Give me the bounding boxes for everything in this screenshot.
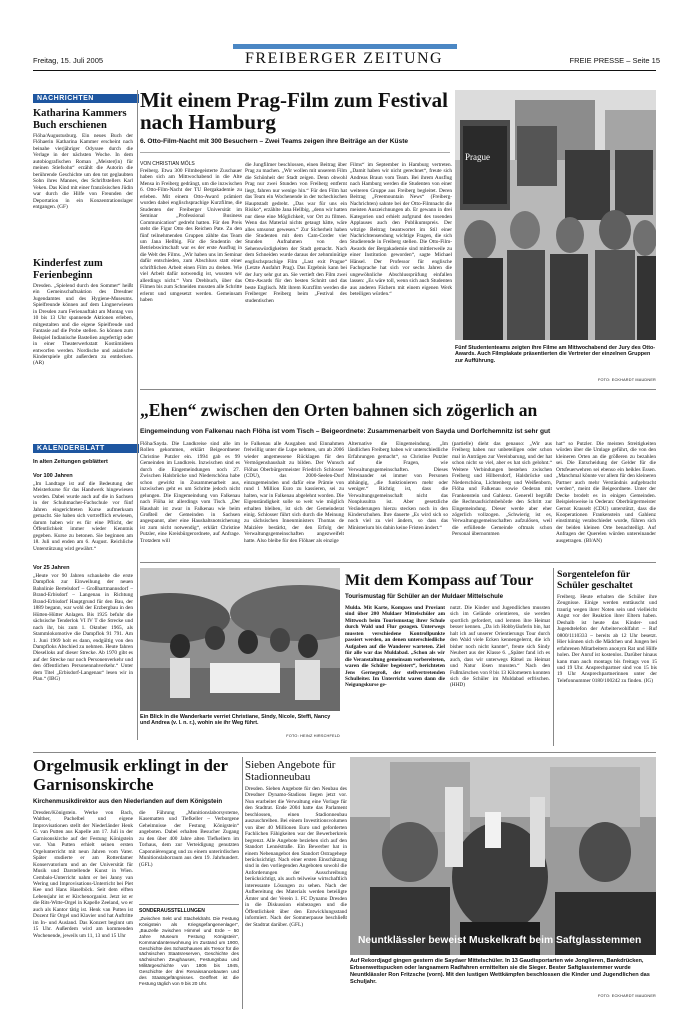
article6-caption: Auf Rekordjagd gingen gestern die Saydaer Mittelschüler. In 13 Gaudisportarten wie Jonglieren, Bankdrücken, Erbsenwettspucken oder langsamem Radfahren ermittelten sie die Sieger. Bester Saftglasstemmer wurde Neuntklässler Ron Fritzsche (vorn). Mit den lustigen Wettkämpfen beschlossen die Kinder und Jugendlichen das Schuljahr. [350,958,650,985]
article3-photo-caption: Ein Blick in die Wanderkarte verriet Christiane, Sindy, Nicole, Steffi, Nancy und Andrea (v. l. n. r.), wohin sie ihr Weg führt. [140,714,331,727]
article1-headline: Mit einem Prag-Film zum Festival nach Hamburg [140,88,448,134]
saftglas-image [350,757,656,955]
news1-title: Katharina Kammers Buch erschienen [33,108,127,131]
article2-col1: Flöha/Sayda. Die Landkreise sind alle im Rollen gekommen, erklärt Beigeordneter Christine Putzler ein. 1994 gab es 99 Gemeinden im Landkreis. Inzwischen sind es durch die Eingemeindungen noch 27. Zwischen Halsbrücke und Niederschöna habe schon gewirkt in Zusammenarbeit aus, inzwischen geht es um Schritte jedoch nicht gelungen. Die Eingemeindung von Falkenau nach Flöha ist allerdings vom Tisch. „Der Haushalt ist zwar in Falkenau wie beim Großteil der Gemeinden in Sachsen angespannt, aber eine Haushaltsnotsicherung ist zum nicht notwendig“, erklärt Christine Putzler, eine Kreisbürgerordnete, auf Anfrage. Trotzdem will [140,441,240,544]
header-page: FREIE PRESSE – Seite 15 [569,56,660,65]
article1-col1: Freiberg. Etwa 300 Filmbegeisterte Zuschauer haben sich am Mittwochabend in die Alte Mensa in Freiberg gedrängt, um die inzwischen 6. Otto-Film-Nacht der TU Bergakademie zu erleben. Mit einem Otto-Award prämiert wurden dabei englischsprachige Kurzfilme, die Studenten der Freiberger Universität im Seminar „Professional Business Communication“ gedreht hatten. Für den Preis steht die Figur Otto des Reichen Pate. Zu den fünf teilnehmenden Gruppen zählte das Team um Jana Hellbig. Für die Studentin der Betriebswirtschaft war es der erste Ausflug in die Welt des Films. „Wir haben uns im Seminar dafür entschieden, zum Abschluss statt einer schriftlichen Arbeit einen Film zu drehen. Wie viel Arbeit dafür notwendig ist, wussten wir allerdings nicht.“ Vom Drehbuch, über das Filmen bis zum Schneiden mussten alle Schritte erlernt und umgesetzt werden. Gemeinsam haben [140,168,242,304]
poster-text: Prague [465,152,490,162]
masthead: FREIBERGER ZEITUNG [245,50,444,67]
sorgentelefon-headline: Sorgentelefon für Schüler geschaltet [557,569,633,591]
hiking-students-image [140,568,340,711]
article2-col4: (partielle) dieht das genauso: „Wir aus Freiberg haben nur unbeteiligen oder schon mal in Anträgen zur Vereinbarung, und der hat schon nicht so viel, aber es hat sich gelohnt.“ Weitere Verbindungen bestehen zwischen Freiberg und Hilbersdorf, Halsbrücke und Niederschöna, Lichtenberg und Weißenborn, Flöha und Falkenau sowie Oederan mit Frankenstein und Gahlenz. Generell begrüßt die Rechtsaufsichtsbehörde den Schritt zur Eingemeindung. Dieser werde aber eher zögerlich vollzogen. „Schwierig ist es, Verwaltungsgemeinschaften aufzulösen, weil die erfüllende Gemeinde oftmals schon Personal übernommen [452,441,552,538]
article4-headline: Orgelmusik erklingt in der Garnisonskirche [33,756,228,794]
header [0,0,689,80]
section-label-kalenderblatt: KALENDERBLATT [33,444,139,453]
article6-credit: FOTO: ECKHARDT MAUDNER [597,994,656,998]
kalender-h1: Vor 100 Jahren [33,473,73,479]
article5-headline: Sieben Angebote für Stadionneubau [245,759,336,783]
box-rule [139,904,239,905]
article1-col2: die Jungfilmer beschlossen, einen Beitrag über Prag zu machen. „Wir wollen mit unserem Film die Schönheit der Stadt zeigen. Denn obwohl Prag nur zwei Stunden von Freiberg entfernt liegt, fahren nur wenige hin.“ Für den Film hat das Team ein Wochenende in der tschechischen Hauptstadt gedreht. „Das war für uns ein Risiko“, erzählte Jana Hellbig, „denn wir hatten nur diese eine Möglichkeit, vor Ort zu filmen. Wenn das Material nichts getaugt hätte, wäre alles umsonst gewesen.“ Zur Sicherheit haben die Studenten mit dem Cam-Corder vier Stunden Aufnahmen von den Sehenswürdigkeiten der Stadt gemacht. Nach dem Schneiden wurde daraus der zehnminütige englischsprachige Film „Last exit Prague“ (Letzte Ausfahrt Prag). Das Ergebnis kann bei der Jury sehr gut an. Sie vertieft den Film zwei Otto-Awards für den besten Schnitt und das beste Englisch. Mit ihrem Kurzfilm werden die Freiberger Freiberg beim „Festival des studentischen [245,162,347,304]
article6-photo [350,757,656,955]
article1-photo-credit: FOTO: ECKHARDT MAUDNER [597,378,656,382]
divider-a2-a3 [140,562,656,563]
article2-headline: „Ehen“ zwischen den Orten bahnen sich zögerlich an [140,400,538,420]
article3-col2: nutzt. Die Kinder und Jugendlichen mussten sich im Gelände orientieren, sie werden sportlich gefordert, und lernten ihre Heimat besser kennen. „Da ich Hobbyläuferin bin, hat halt ich auf unserer Orientierungs Tour durch den Wald viele Ecken kennengelernt, die ich bisher noch nicht kannte“, freute sich Sindy Neubert aus der Klasse 6. „Später fand ich es auch, dass wir unterwegs Rätsel zu Heimat und Natur lösen mussten.“ Nach den Fußmärschen von 8 bis 13 Kilometern konnten sich die Schüler im Muldabad erfrischen. (HHD) [450,605,550,689]
article3-headline: Mit dem Kompass auf Tour [345,572,534,589]
article4-box-title: SONDERAUSSTELLUNGEN [139,908,205,914]
article3-photo [140,568,340,711]
news2-title: Kinderfest zum Ferienbeginn [33,258,103,281]
article2-col5: hat“ so Putzler. Die meisten Streitigkeiten würden über die Umlage geführt, die von den kleineren Orten an die größeren zu bezahlen sei. Die Entscheidung der Gelder für die Ortsfeuerwehren sei ebenso ein heikles Essen. „Manchmal könnte vor allem für den kleineren Partner auch mehr Verständnis aufgebracht werden“, meint die Beigeordnete. Unter der Decke brodelt es in einigen Gemeinden. Beispielsweise in Oederan: Oberbürgermeister Gernot Krasselt (CDU) unterstützt, dass die Kooperationen Frankenstein und Gahlenz einstimmig verabschiedet wurde, führen sich der beiden kleinen Orte benachteiligt. Auf Anfragen der Querelen würden untereinander ausgetragen. (BI/AN) [556,441,656,544]
article1-photo-caption: Fünf Studententeams zeigten ihre Filme am Mittwochabend der Jury des Otto-Awards. Auch Filmplakate präsentierten die Vertreter der einzelnen Gruppen zur Aufführung. [455,345,656,364]
header-date: Freitag, 15. Juli 2005 [33,56,104,65]
divider-lower [33,752,656,753]
kalender-p2: „Heute vor 90 Jahren schaukelte die erste Dampflok zur Einweihung der neuen Bahnlinie Bertelsdorf – Großhartmannsdorf – Brand-Erbisdorf – Langenau in Richtung Brand-Erbisdorf Hauptgrund für den Bau, der 1889 begann, war wohl der Erzbergbau in den Hütten-Hütter Anlagen. Bis 1925 befuhr die sächsische Tenderlok VI IV T die Strecke und nach ihr, bis zum 1. Oktober 1965, als Stammlokomotive die Dampflok 91 791. Am 1. Juni 1969 holt es dann, endgültig von den Dampfloks Abschied zu nehmen. Heute fahren Dieselloks auf dieser Strecke. Ab 1970 gibt es auf der Strecke nur noch Personenverkehr und den öffentlichen Personennahverkehr.“ Unter dem Titel „Erbisdorf-Langenau“ lesen wir in Plan.“ (IBG) [33,573,133,683]
header-rule-top [233,44,457,49]
article1-subheadline: 6. Otto-Film-Nacht mit 300 Besuchern – Zwei Teams zeigen ihre Beiträge an der Küste [140,138,409,145]
header-rule [33,70,656,71]
film-students-image [455,90,656,340]
column-divider-right [553,568,554,746]
kalender-p1: „Im Landtage ist auf die Bedeutung der Meisterkurse für das Handwerk hingewiesen worden. Dabei wurde auch auf die in Sachsen in der Schuhmacher-Fachschule vor fünf Jahren eingerichteten Kurse aufmerksam gemacht. Sie haben sich vortrefflich erwiesen, darum haben wir es für eine Pflicht, der Öffentlichkeit immer wieder Kenntnis gegeben. Kurse zu betonen. Sie beginnen am 18. Juli und enden am 6. August. Reichliche Unterstützung wird gewährt.“ [33,481,133,552]
news1-body: Flöha/Augustusburg. Ein neues Buch der Flöhaerin Katharina Kammer erscheint nach beinahe vierjähriger Odyssee durch die Verlage in der nächsten Woche. In dem autobiografischen Roman „Meister(in) für meinen Stiefsohn“ erzählt die Autorin die berührende Geschichte um den tot geglaubten Sohn ihres Mannes, des Schriftstellers Karl Veken. Das Kind mit einer französischen Jüdin war durch die Hilfe von Freunden der Deportation in ein Konzentrationslager entgangen. (GF) [33,133,133,210]
article2-subheadline: Eingemeindung von Falkenau nach Flöha ist vom Tisch – Beigeordnete: Zusammenarbeit von Sayda und Dorfchemnitz ist sehr gut [140,428,551,435]
article1-sub-rule [140,152,450,153]
article1-col3: Films“ im September in Hamburg vertreten. „Damit haben wir nicht gerechnet“, freute sich Andreas Braun vom Team. Bei ihrem Ausflug nach Hamburg werden die Studenten von einer weiteren Gruppe aus Freiberg begleitet. Deren Beitrag „Freemountain News“ (Freiberg-Nachrichten) sahnte bei der Otto-Filmnacht die meisten Auszeichnungen ab. Er gewann in drei Kategorien und erhielt aufgrund des tosenden Applauses auch den Publikumspreis. Der witzige Beitrag beantwortet im Stil einer Nachrichtensendung wichtige Fragen, die sich Studierende in Freiberg stellen. Die Otto-Film-Awards der Bergakademie sind mittlerweile zu einer Institution geworden“, sagte Michael Hänsel. Der Professor für englische Fachsprache hat sich vor sechs Jahren die ungewöhnliche Abschlussprüfung einfallen lassen: „Es wäre toll, wenn sich auch Studenten aus anderen Fächern mit einem eigenen Werk beteiligen würden.“ [350,162,452,298]
section-label-nachrichten: NACHRICHTEN [33,94,139,103]
article4-col1: Dresden/Königstein. Werke von Bach, Walther, Pachelbel und eigene Improvisationen stellt der Niederländer Henk G. van Putten aus Kapelle am 17. Juli in der Garnisonskirche auf der Festung Königstein vor. Van Putten erhielt seinen ersten Orgelunterricht mit neun Jahren vom Vater. Später studierte er am Rotterdamer Konservatorium und an der Universität für Musik und Darstellende Kunst in Wien. Cembalo-Unterricht nahm er bei Janny van Wering und Improvisations-Unterricht bei Piet Kee und Hans Haselböck. Seit dem elften Lebensjahr ist er Kirchenorganist. Jetzt ist er die Rits-Witte-Orgel in Kapelle Zeeland, wo er auch als Kantor tätig ist. Henk van Putten ist Dozent für Orgel und Klavier und hat Auftritte im In- und Ausland. Das Konzert beginnt um 15 Uhr. Außerdem wird am kommenden Wochenende, jeweils um 11, 13 und 15 Uhr [33,810,133,939]
article3-photo-credit: FOTO: HEINZ HIRSCHFELD [286,734,340,738]
article3-subheadline: Tourismustag für Schüler an der Muldaer Mittelschule [345,593,504,600]
article6-headline: Neuntklässler beweist Muskelkraft beim Saftglasstemmen [358,935,642,946]
article4-subheadline: Kirchenmusikdirektor aus den Niederlanden auf dem Königstein [33,798,223,805]
article4-col2: die Führung „Munitionslaborsysteme, Kasematten und Tiefkeller – Verborgene Geheimnisse der Festung Königstein“ angeboten. Dabei erhalten Besucher Zugang zu den über 400 Jahre alten Tiefkellern im Torhaus, dem zur Verteidigung genutzten Caponnièrengang und zu einem unterirdischen Munitionslaborraum aus dem 19. Jahrhundert. (GFL) [139,810,239,868]
article1-byline: VON CHRISTIAN MÖLS [140,161,195,167]
kalender-h2: Vor 25 Jahren [33,565,70,571]
article5-body: Dresden. Sieben Angebote für den Neubau des Dresdner Dynamo-Stadions liegen jetzt vor. Nun erarbeitet die Verwaltung eine Vorlage für den Stadtrat. Ende 2004 hatte das Parlament beschlossen, einen Stadionneubau auszuschreiben. Bei einem Investitionsvolumen von über 40 Millionen Euro und geforderten Fachlichen Fähigkeiten war der Bewerberkreis begrenzt. Alle Angebote beziehen sich auf den Standort Lennéstraße. Ein Bewerber hat in einem Nebenangebot den Standort Ostragehege berücksichtigt. Nach einer ersten Einschätzung sind in den vorliegenden Angeboten sowohl die Anforderungen der Ausschreibung berücksichtigt, als auch teilweise wirtschaftlich interessante Lösungen zu sehen. Nach der Aufbereitung des Materials werden beteiligte Ämter und der Verein 1. FC Dynamo Dresden in die Diskussion einbezogen und die Öffentlichkeit über den Entwicklungsstand informiert. Nach der Sommerpause beschließt der Stadtrat darüber. (GFL) [245,786,347,928]
sorgentelefon-body: Freiberg. Heute erhalten die Schüler ihre Zeugnisse. Einige werden enttäuscht und traurig wegen ihrer Noten sein und vielleicht Angst vor der Reaktion ihrer Eltern haben. Deshalb ist heute das Kinder- und Jugendtelefon der Arbeiterwohlfahrt – Ruf 0800/1110333 – bereits ab 12 Uhr besetzt. Hier können sich die Mädchen und Jungen bei erfahrenen Mitarbeitern anonym Rat und Hilfe holen. Der Anruf ist kostenlos. Darüber hinaus kann man auch montags bis freitags von 15 und 19 Uhr. Ansprechpartner sind von 15 bis 19 Uhr Ansprechpartnerinnen unter der Telefonnummer 0180/100242 zu finden. (IG) [557,594,657,684]
article3-col1: Mulda. Mit Karte, Kompass und Proviant sind über 200 Muldaer Mittelschüler am Mittwoch beim Tourismustag ihrer Schule durch Wald und Flur gezogen. Unterwegs mussten verschiedene Kontrollpunkte passiert werden, an denen unterschiedliche Aufgaben auf die Wanderer warteten. Ziel für alle war das Muldabad. „Schon als wir die Veranstaltung gemeinsam vorbereiteten, waren die Schüler begeistert“, berichteten Jens Gernegroß, der stellvertretenden Schulleiter. Im Unterricht waren dann die Neigungskurse ge- [345,605,445,689]
column-divider-left [137,90,138,740]
article2-col2: le Falkenau alle Ausgaben und Einnahmen freiwillig unter die Lupe nehmen, um ab 2006 wieder angemessene Rücklagen für den Vermögenshaushalt zu bilden. Der Wunsch Flöhas Oberbürgermeister Friedrich Schlosser (CDU), das 2000-Seelen-Dorf einzugemeinden und dafür eine Prämie von rund 1 Million Euro zu kassieren, sei zu halten, war in Falkenau abgelehnt worden. Die Eigenständigkeit solle so weit wie möglich erhalten bleiben, ist sich der Gemeinderat einig. Schlosser führt sich durch die Meinung zu sächsischen Innenministers Thomas de Maizière bestärkt, der den Erfolg der Verwaltungsgemeinschaften angezweifelt hatte. Also bleibe für den Flöhaer als einzige [244,441,344,544]
article4-box-body: „Zwischen Sekt und Stacheldraht. Die Festung Königstein als Kriegsgefangenenlager“, „Bauzelle zwischen Himmel und Erde – 50 Jahre Museum Festung Königstein“, Kommandantenwohnung im Zustand um 1900, Geschichte des Schatzhauses als Tresor für die sächsischen Staatsreserven, Geschichte des sächsischen Zeughauses, Festungsbau und Militärgeschichte von 1806 bis 1945, Geschichte der drei Renaissancebauten und des Staatsgefängnisses. Geöffnet ist die Festung täglich von 9 bis 20 Uhr. [139,916,239,986]
news2-body: Dresden. „Spielend durch den Sommer“ heißt ein Gemeinschaftsaktion des Dresdner Jugendamtes und des Hygiene-Museums. Spielfreunde können auf dem Lingnerwiesen in Dresden zum Ferienauftakt am Montag von 10 bis 13 Uhr spannende Aktionen erleben, mitgestalten und die eigene Spielfreude und Fantasie auf die Probe stellen. So können zum Beispiel Indianische Bastelien angefertigt oder in einer Theaterwerkstatt Kostümideen entworfen werden. Nordische und asiatische Kinderspiele gibt außerdem zu entdecken. (AR) [33,283,133,367]
divider-a1-a2 [140,389,656,390]
article1-photo [455,90,656,340]
kalender-subtitle: In alten Zeitungen geblättert [33,459,108,465]
article2-col3: Alternative die Eingemeindung. „Im ländlichen Freiberg haben wir unterschiedliche Erfahrungen gemacht“, so Christine Putzler auf die Fragen, wie Verwaltungsgemeinschaften. Dieses Miteinander sei immer von Personen abhängig, „die funktionieren mehr oder weniger.“ Richtig ist, dass die Verwaltungsgemeinschaft nicht das Nonplusultra ist. Aber gesetzliche Veränderungen hierzu stecken noch in den Kinderschuhen. Ihre dauerte „Es wird sich so noch viel zu viel ändern, so dass das Ministerium bis dahin keine Fristen ändert.“ [348,441,448,531]
column-divider-lower [242,757,243,1009]
